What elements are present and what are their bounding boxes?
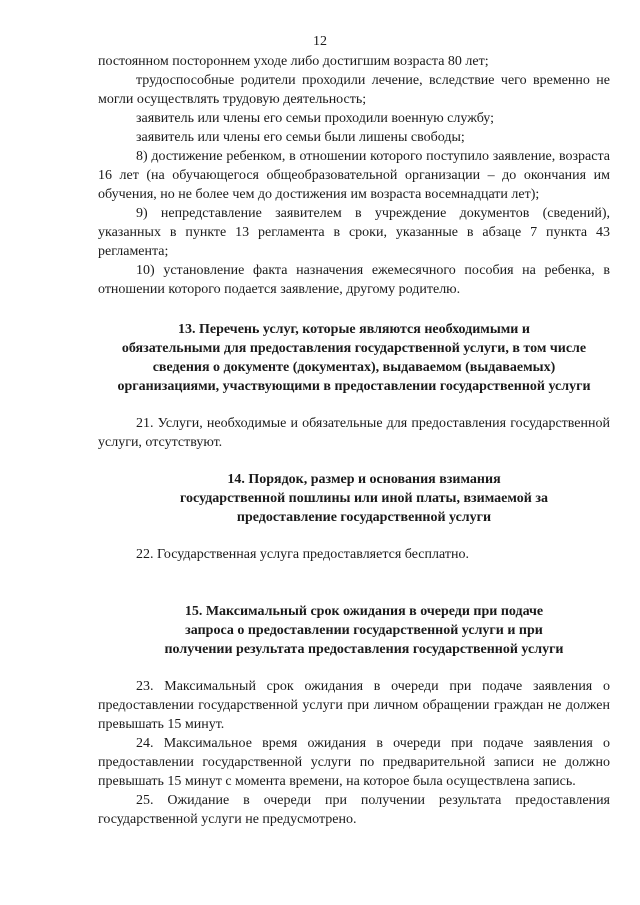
spacer [98, 527, 610, 545]
heading-line: 13. Перечень услуг, которые являются необходимыми и [178, 322, 530, 337]
paragraph-21: 21. Услуги, необходимые и обязательные для предоставления государственной услуги, отсутствуют. [98, 416, 610, 450]
paragraph-22: 22. Государственная услуга предоставляется бесплатно. [136, 547, 469, 562]
heading-line: запроса о предоставлении государственной услуги и при [185, 623, 543, 638]
heading-line: обязательными для предоставления государственной услуги, в том числе [121, 341, 587, 356]
page-content [98, 52, 610, 829]
paragraph: 8) достижение ребенком, в отношении которого поступило заявление, возраста 16 лет (на обучающегося общеобразовательной организации – до окончания им обучения, но не более чем до достижения им возраста восемнадцати лет); [98, 149, 610, 202]
heading-line: государственной пошлины или иной платы, взимаемой за [180, 491, 548, 506]
paragraph-23: 23. Максимальный срок ожидания в очереди при подаче заявления о предоставлении государственной услуги при личном обращении граждан не должен превышать 15 минут. [98, 679, 610, 732]
spacer [98, 564, 610, 602]
paragraph: заявитель или члены его семьи проходили военную службу; [136, 111, 494, 126]
section-13-heading [98, 320, 610, 396]
heading-line: предоставление государственной услуги [236, 510, 492, 525]
heading-line: организациями, участвующими в предоставлении государственной услуги [117, 379, 591, 394]
heading-line: получении результата предоставления государственной услуги [164, 642, 564, 657]
spacer [98, 396, 610, 414]
spacer [98, 659, 610, 677]
page-number: 12 [313, 34, 327, 49]
section-14-heading [98, 470, 610, 527]
paragraph: трудоспособные родители проходили лечение, вследствие чего временно не могли осуществлять трудовую деятельность; [98, 73, 610, 107]
paragraph-24: 24. Максимальное время ожидания в очереди при подаче заявления о предоставлении государственной услуги по предварительной записи не должно превышать 15 минут с момента времени, на которое была осуществлена запись. [98, 736, 610, 789]
spacer [98, 452, 610, 470]
spacer [98, 299, 610, 320]
paragraph-continuation: постоянном постороннем уходе либо достигшим возраста 80 лет; [98, 54, 489, 69]
heading-line: 14. Порядок, размер и основания взимания [227, 472, 501, 487]
paragraph: 9) непредставление заявителем в учреждение документов (сведений), указанных в пункте 13 регламента в сроки, указанные в абзаце 7 пункта 43 регламента; [98, 206, 610, 259]
paragraph: заявитель или члены его семьи были лишены свободы; [136, 130, 465, 145]
paragraph-25: 25. Ожидание в очереди при получении результата предоставления государственной услуги не предусмотрено. [98, 793, 610, 827]
heading-line: 15. Максимальный срок ожидания в очереди при подаче [184, 604, 544, 619]
paragraph: 10) установление факта назначения ежемесячного пособия на ребенка, в отношении которого подается заявление, другому родителю. [98, 263, 610, 297]
heading-line: сведения о документе (документах), выдаваемом (выдаваемых) [152, 360, 556, 375]
section-15-heading [98, 602, 610, 659]
